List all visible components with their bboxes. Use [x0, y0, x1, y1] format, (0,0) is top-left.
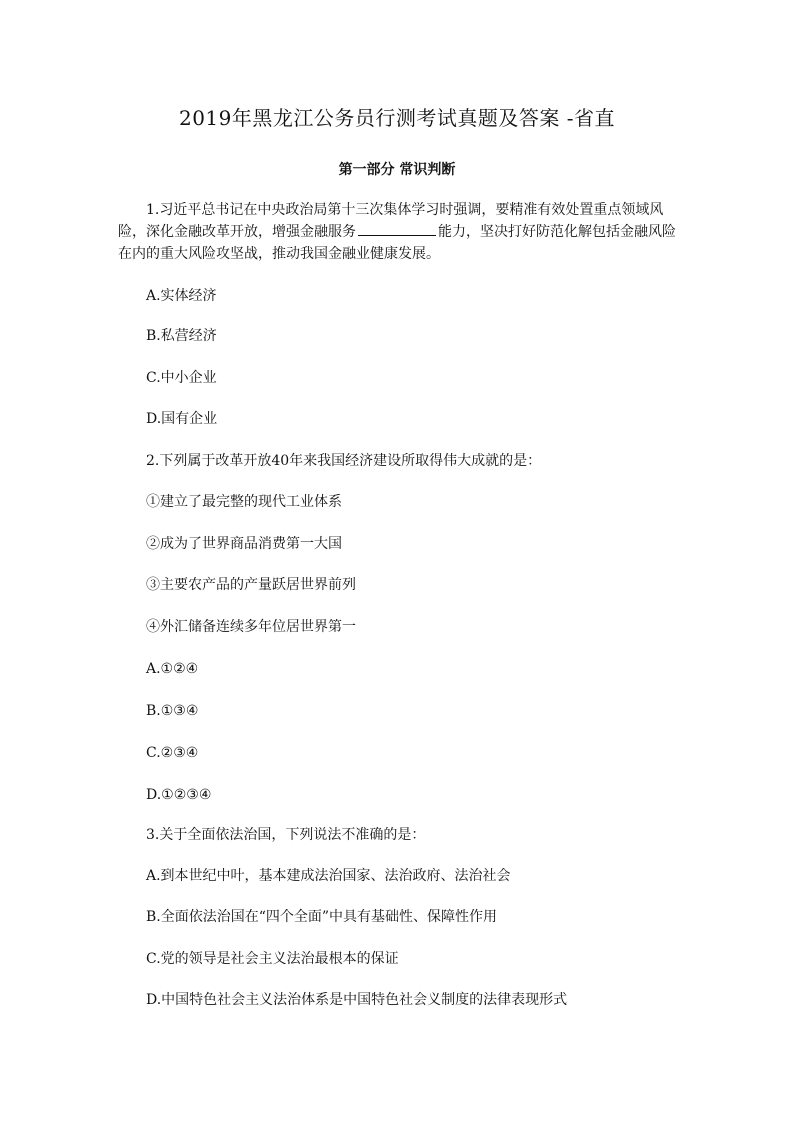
- question-3-option-b: B.全面依法治国在“四个全面”中具有基础性、保障性作用: [146, 909, 498, 925]
- question-3-option-a: A.到本世纪中叶，基本建成法治国家、法治政府、法治社会: [146, 868, 511, 884]
- question-2-stem: 2.下列属于改革开放40年来我国经济建设所取得伟大成就的是：: [146, 453, 542, 469]
- question-1-blank: [358, 221, 436, 236]
- question-1-option-d: D.国有企业: [146, 411, 218, 427]
- document-title: 2019年黑龙江公务员行测考试真题及答案 -省直: [178, 106, 615, 130]
- question-3-option-c: C.党的领导是社会主义法治最根本的保证: [146, 951, 399, 967]
- question-2-statement-3: ③主要农产品的产量跃居世界前列: [146, 577, 356, 593]
- question-2-statement-2: ②成为了世界商品消费第一大国: [146, 536, 342, 552]
- section-heading: 第一部分 常识判断: [338, 162, 456, 178]
- question-1-stem-text-before: 1.习近平总书记在中央政治局第十三次集体学习时强调，要精准有效处置重点领域风险，深化金融改革开放，增强金融服务: [118, 202, 664, 240]
- question-1-stem: [118, 199, 683, 265]
- question-2-statement-4: ④外汇储备连续多年位居世界第一: [146, 619, 356, 635]
- question-1-stem-text-after: 能力，坚决打好防范化解包括金融风险在内的重大风险攻坚战，推动我国金融业健康发展。: [118, 224, 676, 262]
- question-1-option-a: A.实体经济: [146, 288, 217, 304]
- question-3-option-d: D.中国特色社会主义法治体系是中国特色社会义制度的法律表现形式: [146, 992, 568, 1008]
- question-2-option-d: D.①②③④: [146, 787, 212, 803]
- question-2-option-a: A.①②④: [146, 661, 199, 677]
- question-1-option-b: B.私营经济: [146, 328, 217, 344]
- question-2-statement-1: ①建立了最完整的现代工业体系: [146, 494, 342, 510]
- question-2-option-b: B.①③④: [146, 703, 199, 719]
- question-3-stem: 3.关于全面依法治国，下列说法不准确的是：: [146, 827, 426, 843]
- question-1-option-c: C.中小企业: [146, 370, 217, 386]
- question-2-option-c: C.②③④: [146, 745, 199, 761]
